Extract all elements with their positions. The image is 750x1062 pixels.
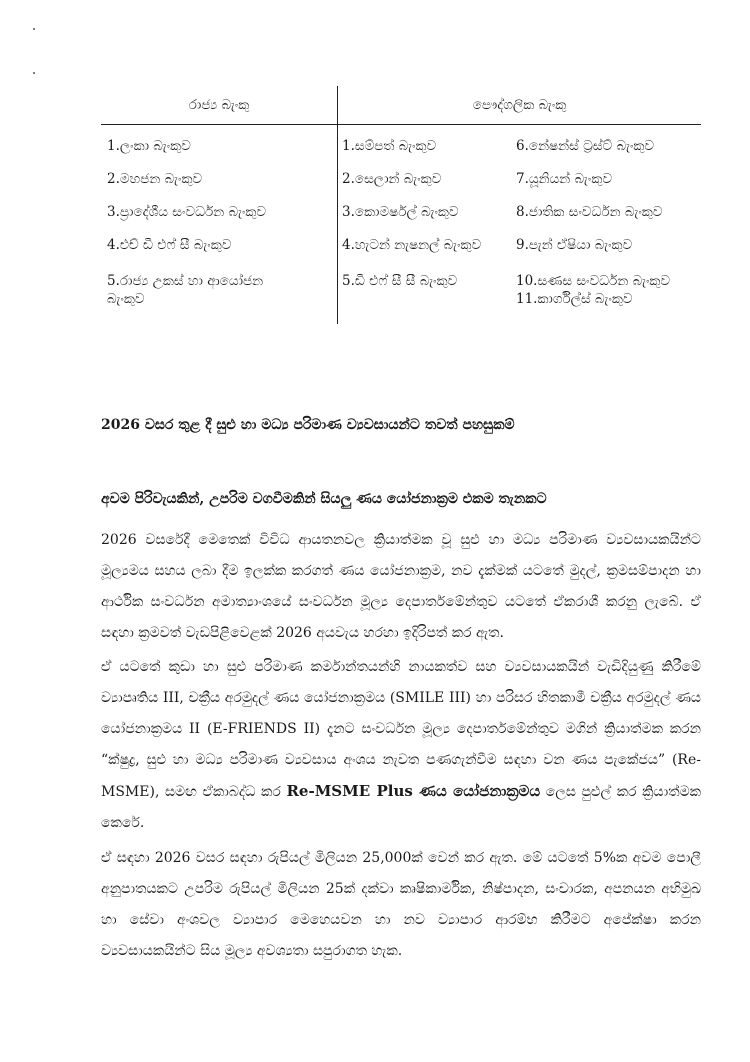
section-subheading: අවම පිරිවැයකින්, උපරිම වගවීමකින් සියලු ණය යෝජනාක්‍රම එකම තැනකට bbox=[101, 491, 547, 507]
private-banks-header: පෞද්ගලික බැංකු bbox=[338, 86, 702, 125]
private-banks-column-1 bbox=[338, 125, 513, 325]
list-item: 3.කොමර්ෂල් බැංකුව bbox=[342, 204, 459, 220]
state-banks-header: රාජ්‍ය බැංකු bbox=[101, 86, 338, 125]
paragraph-2-bold: Re-MSME Plus ණය යෝජනාක්‍රමය bbox=[286, 782, 541, 800]
table-body-row bbox=[101, 125, 701, 325]
list-item: 1.සම්පත් බැංකුව bbox=[342, 138, 437, 154]
paragraph-2 bbox=[101, 652, 701, 839]
private-banks-column-2 bbox=[512, 125, 701, 325]
list-item: 11.කාර්ගිල්ස් බැංකුව bbox=[516, 291, 633, 307]
list-item: 2.සෙලාන් බැංකුව bbox=[342, 171, 442, 187]
list-item: 6.නේෂන්ස් ට්‍රස්ට් බැංකුව bbox=[516, 138, 655, 154]
list-item: 4.හැටන් නැෂනල් බැංකුව bbox=[342, 237, 482, 253]
list-item: 8.ජාතික සංවර්ධන බැංකුව bbox=[516, 204, 663, 220]
list-item: 1.ලංකා බැංකුව bbox=[107, 138, 191, 154]
paragraph-2-tail: ලෙස පුළුල් කර ක්‍රියාත්මක කෙරේ. bbox=[101, 784, 702, 831]
state-banks-column bbox=[101, 125, 338, 325]
scan-dot bbox=[33, 28, 35, 30]
scan-dot bbox=[33, 72, 35, 74]
list-item: 5.රාජ්‍ය උකස් හා ආයෝජන බැංකුව bbox=[107, 273, 264, 307]
list-item: 7.යූනියන් බැංකුව bbox=[516, 171, 613, 187]
list-item: 4.එච් ඩී එෆ් සී බැංකුව bbox=[107, 237, 232, 253]
paragraph-3: ඒ සඳහා 2026 වසර සඳහා රුපියල් මිලියන 25,000ක් වෙන් කර ඇත. මේ යටතේ 5%ක අවම පොලී අනුපාතයකට උපරිම රුපියල් මිලියන 25ක් දක්වා කෘෂිකාර්මික, නිෂ්පාදන, සංචාරක, අපනයන අභිමුඛ හා සේවා අංශවල ව්‍යාපාර මෙහෙයවන හා නව ව්‍යාපාර ආරම්භ කිරීමට අපේක්ෂා කරන ව්‍යවසායකයින්ට සිය මූල්‍ය අවශ්‍යතා සපුරාගත හැක. bbox=[101, 850, 701, 959]
list-item: 9.පැන් ඒෂියා බැංකුව bbox=[516, 237, 633, 253]
paragraph-2-text: ඒ යටතේ කුඩා හා සුළු පරිමාණ කර්මාන්තයන්හි නායකත්ව සහ ව්‍යවසායකයින් වැඩිදියුණු කිරීමේ ව්‍යාපෘතිය III, චක්‍රීය අරමුදල් ණය යෝජනාක්‍රමය (SMILE III) හා පරිසර හිතකාමී චක්‍රීය අරමුදල් ණය යෝජනාක්‍රමය II (E-FRIENDS II) දැනට සංවර්ධන මූල්‍ය දෙපාර්තමේන්තුව මගින් ක්‍රියාත්මක කරන “ක්ෂුද්‍ර, සුළු හා මධ්‍ය පරිමාණ ව්‍යවසාය අංශය නැවත පණගැන්වීම සඳහා වන ණය පැකේජය” (Re-MSME), සමඟ ඒකාබද්ධ කර bbox=[101, 659, 701, 800]
table-header-row bbox=[101, 86, 701, 125]
paragraph-1: 2026 වසරේදී මෙතෙක් විවිධ ආයතනවල ක්‍රියාත්මක වූ සුළු හා මධ්‍ය පරිමාණ ව්‍යවසායකයින්ට මූල්‍යමය සහය ලබා දීම ඉලක්ක කරගත් ණය යෝජනාක්‍රම, නව දැක්මක් යටතේ මුදල්, ක්‍රමසම්පාදන හා ආර්ථික සංවර්ධන අමාත්‍යාංශයේ සංවර්ධන මූල්‍ය දෙපාර්තමේන්තුව යටතේ ඒකරාශී කරනු ලැබේ. ඒ සඳහා ක්‍රමවත් වැඩපිළිවෙළක් 2026 අයවැය හරහා ඉදිරිපත් කර ඇත. bbox=[101, 532, 701, 641]
list-item: 5.ඩී එෆ් සී සී බැංකුව bbox=[342, 273, 458, 289]
list-item: 3.ප්‍රාදේශීය සංවර්ධන බැංකුව bbox=[107, 204, 267, 220]
list-item: 10.සණස සංවර්ධන බැංකුව bbox=[516, 273, 671, 289]
section-heading: 2026 වසර තුළ දී සුළු හා මධ්‍ය පරිමාණ ව්‍යවසායන්ට තවත් පහසුකම් bbox=[101, 417, 515, 433]
list-item: 2.මහජන බැංකුව bbox=[107, 171, 203, 187]
banks-table bbox=[101, 86, 701, 324]
